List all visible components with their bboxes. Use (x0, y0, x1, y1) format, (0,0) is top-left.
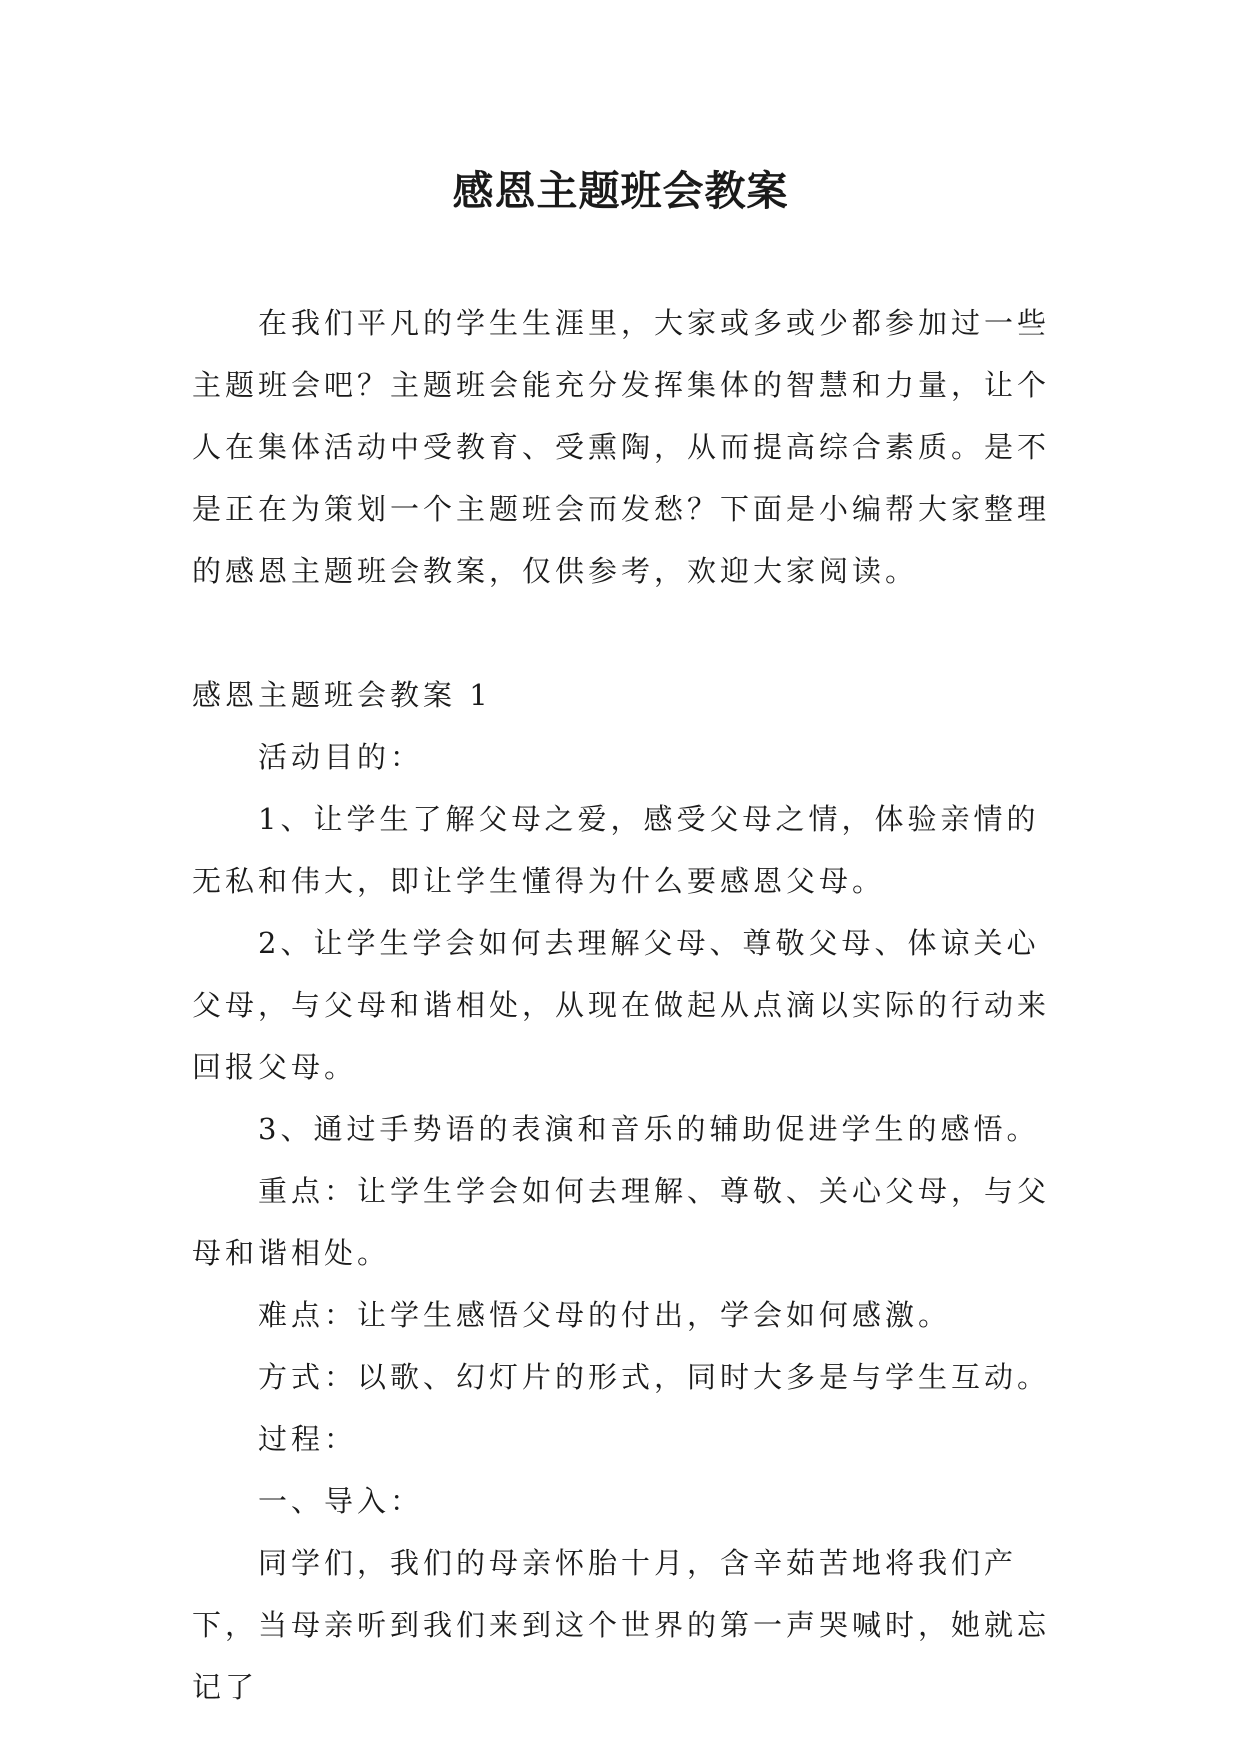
paragraph-method: 方式：以歌、幻灯片的形式，同时大多是与学生互动。 (258, 1360, 1051, 1394)
paragraph-difficulty: 难点：让学生感悟父母的付出，学会如何感激。 (258, 1298, 952, 1332)
paragraph-activity-goal: 活动目的： (258, 740, 424, 774)
intro-paragraph: 在我们平凡的学生生涯里，大家或多或少都参加过一些主题班会吧？主题班会能充分发挥集体的智慧和力量，让个人在集体活动中受教育、受熏陶，从而提高综合素质。是不是正在为策划一个主题班会而发愁？下面是小编帮大家整理的感恩主题班会教案，仅供参考，欢迎大家阅读。 (192, 306, 1051, 588)
section-title: 感恩主题班会教案 1 (192, 678, 492, 712)
paragraph-goal-2: 2、让学生学会如何去理解父母、尊敬父母、体谅关心父母，与父母和谐相处，从现在做起从点滴以实际的行动来回报父母。 (192, 926, 1051, 1084)
paragraph-spacer (192, 602, 1062, 664)
document-body (192, 292, 1062, 1718)
paragraph-introduction-text: 同学们，我们的母亲怀胎十月，含辛茹苦地将我们产下，当母亲听到我们来到这个世界的第一声哭喊时，她就忘记了 (192, 1546, 1051, 1704)
paragraph-goal-1: 1、让学生了解父母之爱，感受父母之情，体验亲情的无私和伟大，即让学生懂得为什么要感恩父母。 (192, 802, 1040, 898)
document-title: 感恩主题班会教案 (452, 167, 789, 215)
paragraph-introduction-heading: 一、导入： (258, 1484, 424, 1518)
paragraph-goal-3: 3、通过手势语的表演和音乐的辅助促进学生的感悟。 (258, 1112, 1040, 1146)
paragraph-process: 过程： (258, 1422, 358, 1456)
paragraph-key-point: 重点：让学生学会如何去理解、尊敬、关心父母，与父母和谐相处。 (192, 1174, 1051, 1270)
